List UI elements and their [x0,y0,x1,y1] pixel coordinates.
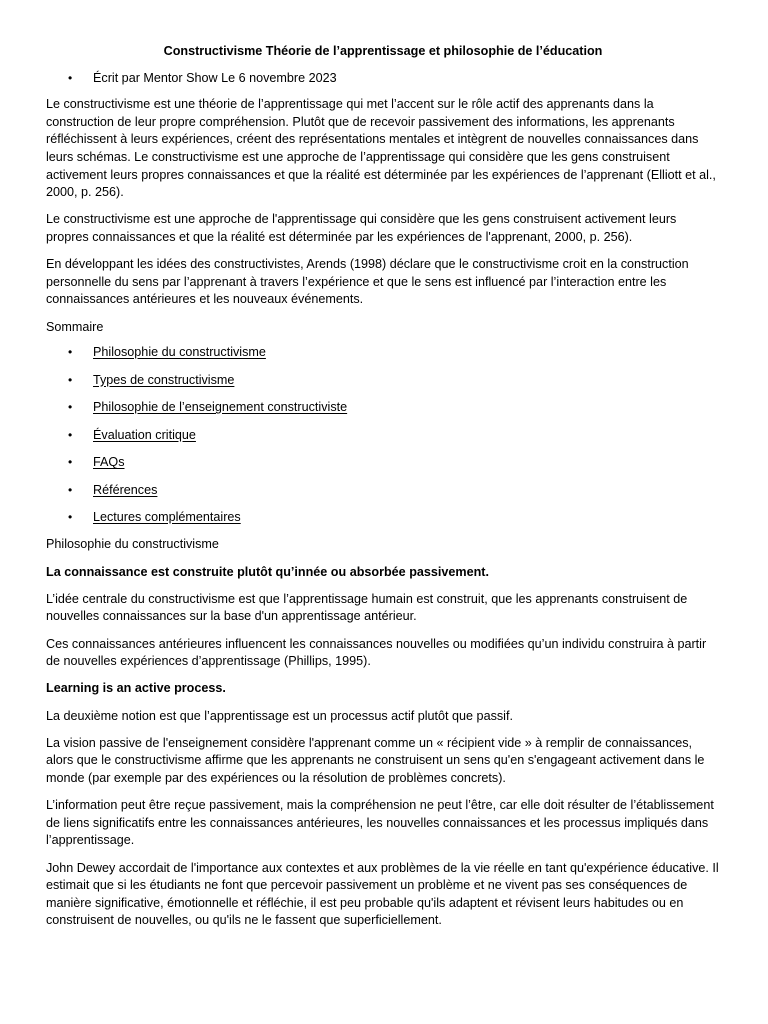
document-title: Constructivisme Théorie de l’apprentissage et philosophie de l’éducation [163,44,603,58]
toc-item [46,509,720,527]
toc-link-types[interactable]: Types de constructivisme [93,372,235,387]
toc-item [46,399,720,417]
toc-link-philosophie[interactable]: Philosophie du constructivisme [93,345,266,360]
toc-link-lectures[interactable]: Lectures complémentaires [93,510,241,524]
bullet-icon: • [68,482,73,497]
toc-item [46,344,720,362]
bullet-icon: • [68,455,73,470]
bullet-icon: • [68,400,73,415]
section-paragraph: John Dewey accordait de l'importance aux contextes et aux problèmes de la vie réelle en tant qu'expérience éducative. Il estimait que si les étudiants ne font que percevoir passivement un problème et ne vivent pas ses conséquences de manière significative, émotionnelle et réfléchie, il est peu probable qu'ils adaptent et révisent leurs habitudes ou en construisent de nouvelles, ou qu'ils ne le fassent que superficiellement. [46,860,719,928]
subheading-active-process: Learning is an active process. [46,681,226,696]
toc-link-references[interactable]: Références [93,482,158,497]
bullet-icon: • [68,372,73,387]
bullet-icon: • [68,510,73,524]
bullet-icon: • [68,345,73,360]
section-paragraph: La deuxième notion est que l’apprentissage est un processus actif plutôt que passif. [46,708,513,723]
bullet-icon: • [68,70,73,85]
bullet-icon: • [68,427,73,442]
byline-text: Écrit par Mentor Show Le 6 novembre 2023 [93,70,337,85]
intro-paragraph: Le constructivisme est une approche de l'apprentissage qui considère que les gens construisent activement leurs propres connaissances et que la réalité est déterminée par les expériences de l'apprenant, 2000, p. 256). [46,212,677,244]
section-paragraph: Ces connaissances antérieures influencent les connaissances nouvelles ou modifiées qu’un individu construira à partir de nouvelles expériences d’apprentissage (Phillips, 1995). [46,636,707,669]
toc-item [46,372,720,390]
sommaire-label: Sommaire [46,319,104,334]
intro-paragraph: En développant les idées des constructivistes, Arends (1998) déclare que le constructivisme croit en la construction personnelle du sens par l’apprenant à travers l’expérience et que le sens est influencé par l’interaction entre les connaissances antérieures et les nouveaux événements. [46,257,689,307]
section-paragraph: La vision passive de l'enseignement considère l'apprenant comme un « récipient vide » à remplir de connaissances, alors que le constructivisme affirme que les apprenants ne construisent un sens qu'en s'engageant activement dans le monde (par exemple par des expériences ou la résolution de problèmes concrets). [46,735,705,785]
toc-item [46,454,720,472]
intro-paragraph: Le constructivisme est une théorie de l’apprentissage qui met l’accent sur le rôle actif des apprenants dans la construction de leur propre compréhension. Plutôt que de recevoir passivement des informations, les apprenants réfléchissent à leurs expériences, créent des représentations mentales et intègrent de nouvelles connaissances dans leurs schémas. Le constructivisme est une approche de l’apprentissage qui considère que les gens construisent activement leurs propres connaissances et que la réalité est déterminée par les expériences de l’apprenant (Elliott et al., 2000, p. 256). [46,97,716,200]
subheading-connaissance: La connaissance est construite plutôt qu’innée ou absorbée passivement. [46,564,489,579]
section-paragraph: L’idée centrale du constructivisme est que l’apprentissage humain est construit, que les apprenants construisent de nouvelles connaissances sur la base d'un apprentissage antérieur. [46,591,688,624]
toc-item [46,427,720,445]
section-heading: Philosophie du constructivisme [46,537,219,552]
toc-item [46,482,720,500]
table-of-contents [46,344,720,527]
byline [46,70,720,88]
toc-link-evaluation[interactable]: Évaluation critique [93,427,196,442]
section-paragraph: L’information peut être reçue passivement, mais la compréhension ne peut l’être, car elle doit résulter de l’établissement de liens significatifs entre les connaissances antérieures, les nouvelles connaissances et les processus impliqués dans l’apprentissage. [46,798,714,848]
toc-link-faqs[interactable]: FAQs [93,455,125,470]
toc-link-enseignement[interactable]: Philosophie de l’enseignement constructiviste [93,400,348,415]
